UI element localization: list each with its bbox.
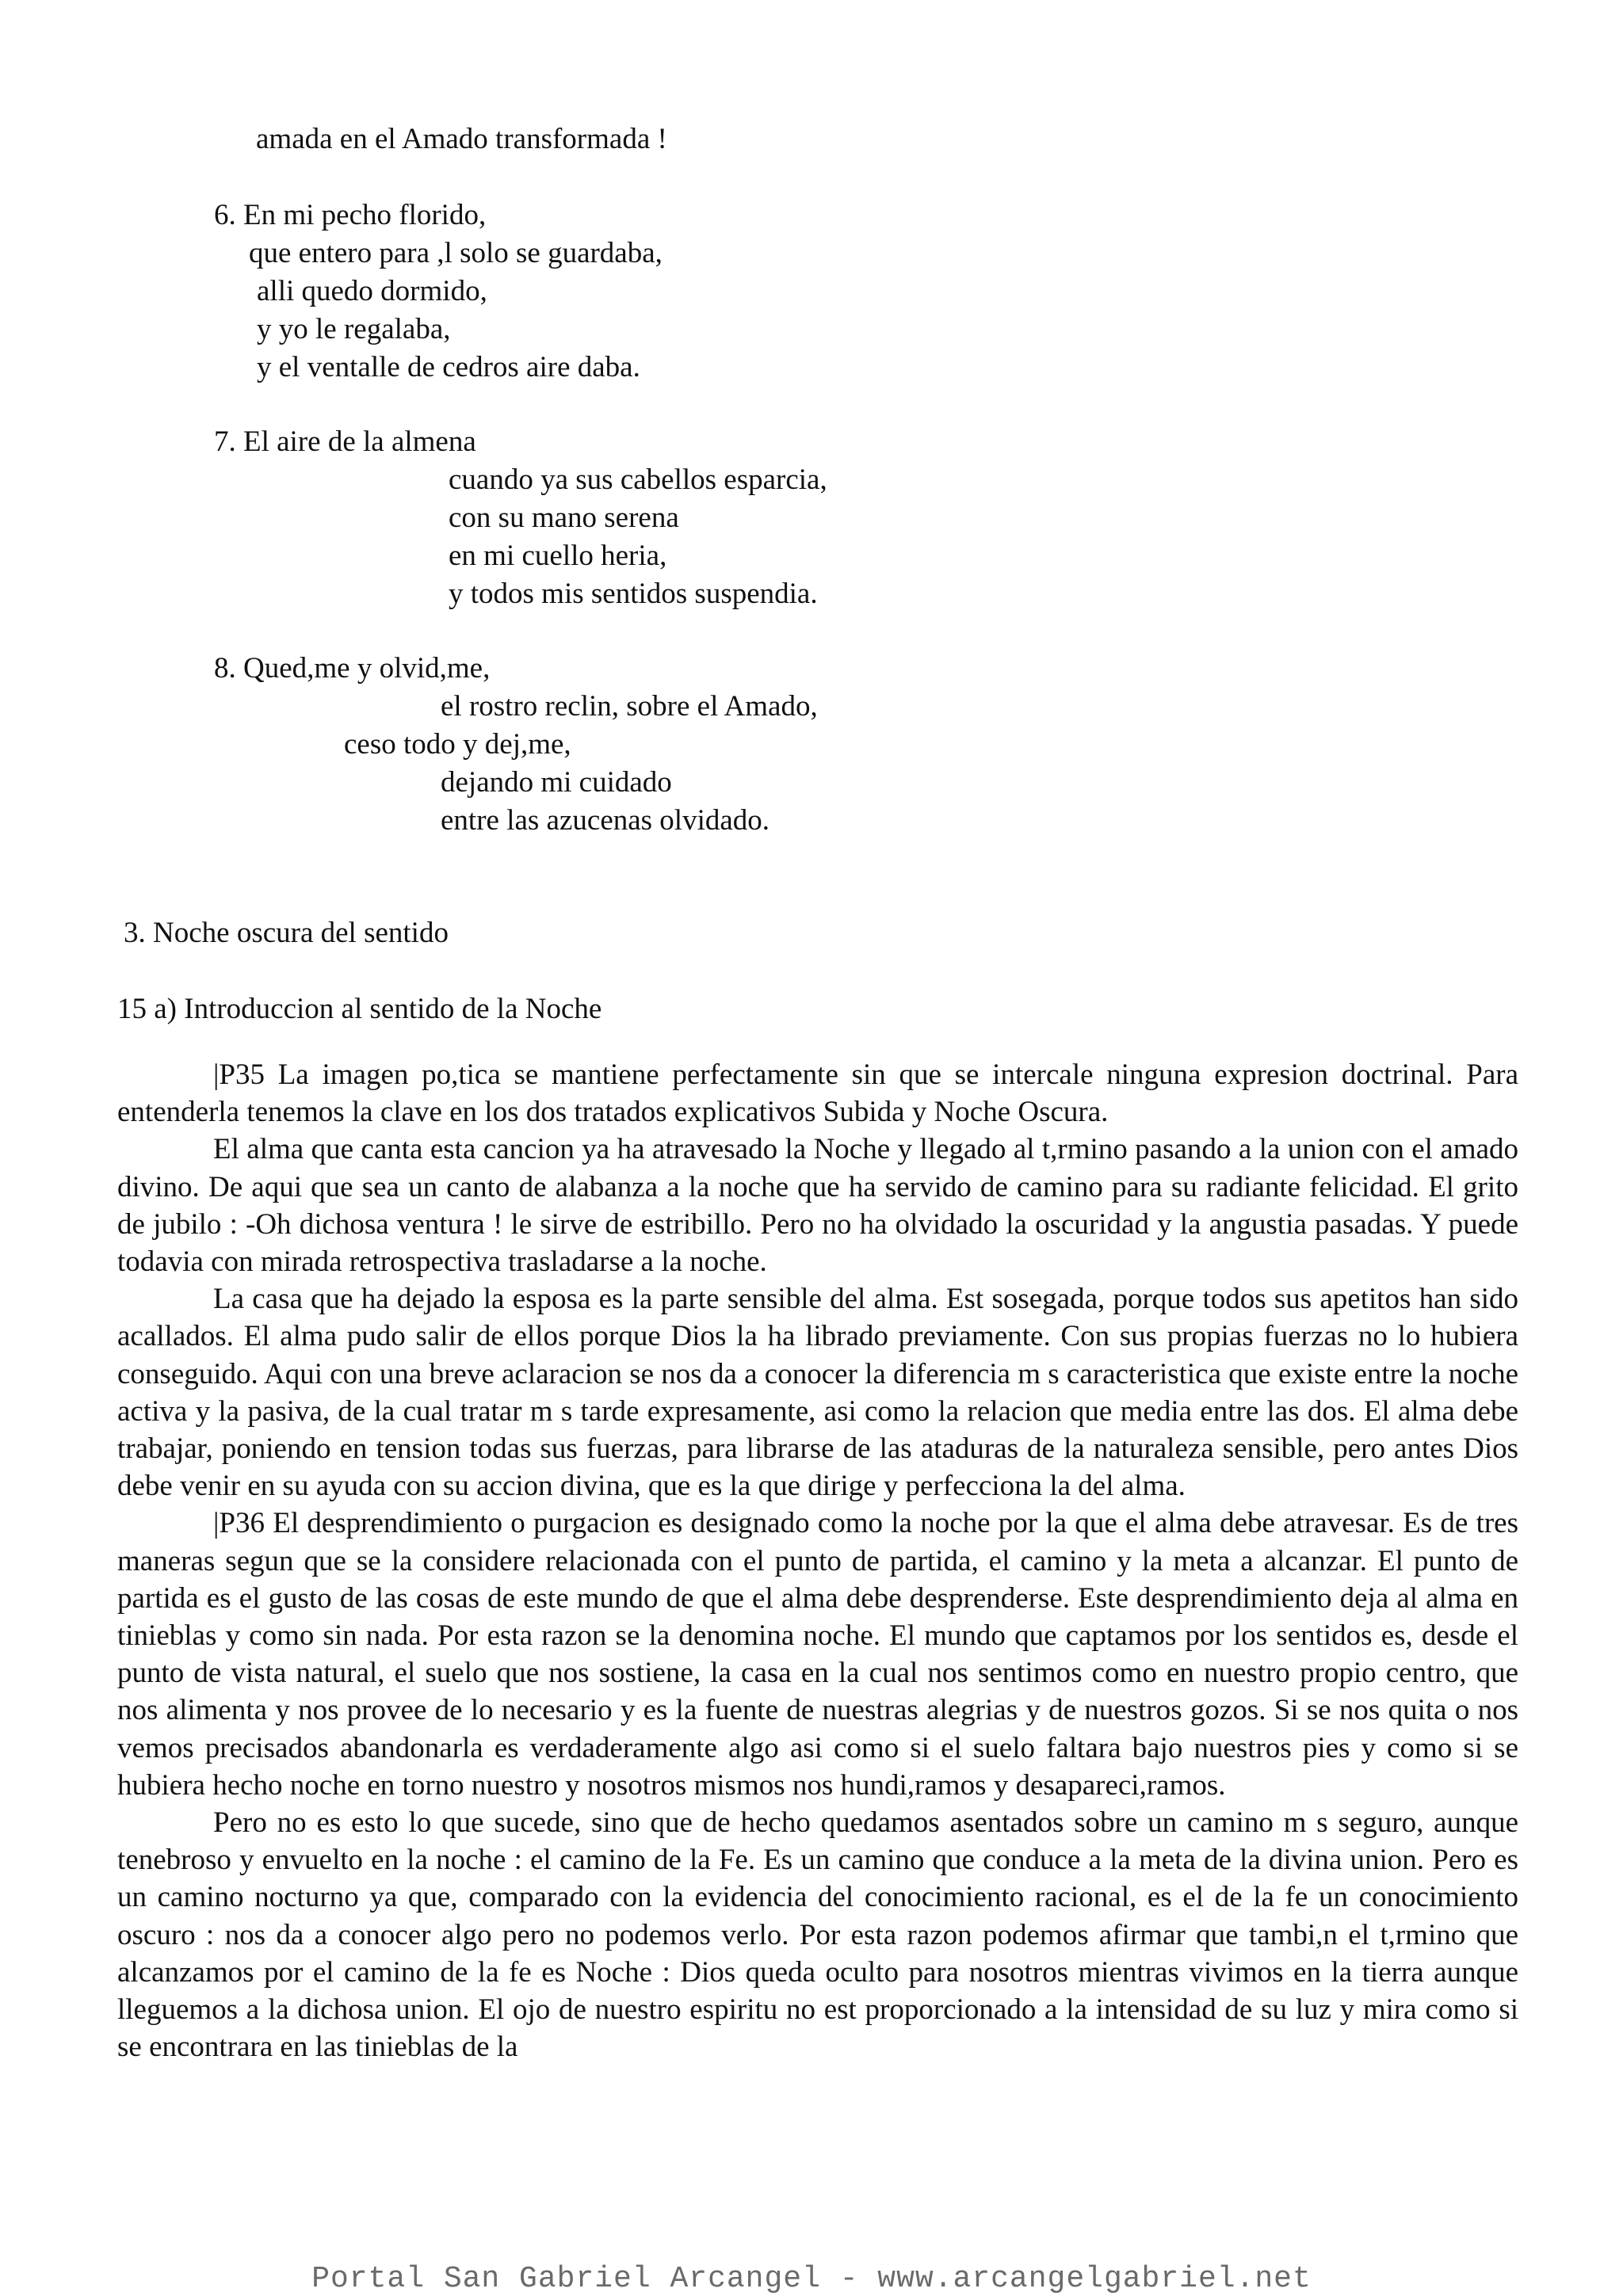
poem-line: dejando mi cuidado (441, 766, 672, 799)
poem-line: 8. Qued,me y olvid,me, (214, 652, 491, 685)
paragraph: |P35 La imagen po,tica se mantiene perfectamente sin que se intercale ninguna expresion doctrinal. Para entenderla tenemos la clave en los dos tratados explicativos Subida y Noche Oscura. (117, 1058, 1518, 1129)
poem-line: ceso todo y dej,me, (344, 728, 571, 761)
poem-line: que entero para ,l solo se guardaba, (249, 237, 663, 269)
poem-line: con su mano serena (449, 502, 679, 534)
poem-line: y todos mis sentidos suspendia. (449, 578, 818, 610)
body-text (117, 1056, 1518, 2065)
poem-line: 6. En mi pecho florido, (214, 199, 487, 231)
paragraph: El alma que canta esta cancion ya ha atravesado la Noche y llegado al t,rmino pasando a la union con el amado divino. De aqui que sea un canto de alabanza a la noche que ha servido de camino para su radiante felicidad. El grito de jubilo : -Oh dichosa ventura ! le sirve de estribillo. Pero no ha olvidado la oscuridad y la angustia pasadas. Y puede todavia con mirada retrospectiva trasladarse a la noche. (117, 1133, 1518, 1279)
poem-line: 7. El aire de la almena (214, 425, 476, 458)
subsection-heading: 15 a) Introduccion al sentido de la Noche (117, 993, 602, 1025)
poem-line: entre las azucenas olvidado. (441, 804, 770, 837)
section-heading: 3. Noche oscura del sentido (124, 917, 449, 949)
poem-line: amada en el Amado transformada ! (256, 123, 667, 155)
paragraph: |P36 El desprendimiento o purgacion es designado como la noche por la que el alma debe atravesar. Es de tres maneras segun que se la considere relacionada con el punto de partida, el camino y la meta a alcanzar. El punto de partida es el gusto de las cosas de este mundo de que el alma debe desprenderse. Este desprendimiento deja al alma en tinieblas y como sin nada. Por esta razon se la denomina noche. El mundo que captamos por los sentidos es, desde el punto de vista natural, el suelo que nos sostiene, la casa en la cual nos sentimos como en nuestro propio centro, que nos alimenta y nos provee de lo necesario y es la fuente de nuestras alegrias y de nuestros gozos. Si se nos quita o nos vemos precisados abandonarla es verdaderamente algo asi como si el suelo faltara bajo nuestros pies y como si se hubiera hecho noche en torno nuestro y nosotros mismos nos hundi,ramos y desapareci,ramos. (117, 1507, 1518, 1802)
paragraph: Pero no es esto lo que sucede, sino que de hecho quedamos asentados sobre un camino m s seguro, aunque tenebroso y envuelto en la noche : el camino de la Fe. Es un camino que conduce a la meta de la divina union. Pero es un camino nocturno ya que, comparado con la evidencia del conocimiento racional, es el de la fe un conocimiento oscuro : nos da a conocer algo pero no podemos verlo. Por esta razon podemos afirmar que tambi,n el t,rmino que alcanzamos por el camino de la fe es Noche : Dios queda oculto para nosotros mientras vivimos en la tierra aunque lleguemos a la dichosa union. El ojo de nuestro espiritu no est proporcionado a la intensidad de su luz y mira como si se encontrara en las tinieblas de la (117, 1806, 1518, 2064)
poem-line: alli quedo dormido, (257, 275, 487, 307)
poem-line: en mi cuello heria, (449, 540, 667, 572)
paragraph: La casa que ha dejado la esposa es la parte sensible del alma. Est sosegada, porque todos sus apetitos han sido acallados. El alma pudo salir de ellos porque Dios la ha librado previamente. Con sus propias fuerzas no lo hubiera conseguido. Aqui con una breve aclaracion se nos da a conocer la diferencia m s caracteristica que existe entre la noche activa y la pasiva, de la cual tratar m s tarde expresamente, asi como la relacion que media entre las dos. El alma debe trabajar, poniendo en tension todas sus fuerzas, para librarse de las ataduras de la naturaleza sensible, pero antes Dios debe venir en su ayuda con su accion divina, que es la que dirige y perfecciona la del alma. (117, 1283, 1518, 1503)
poem-line: y yo le regalaba, (257, 313, 451, 345)
poem-line: y el ventalle de cedros aire daba. (257, 351, 640, 383)
poem-line: cuando ya sus cabellos esparcia, (449, 463, 827, 496)
page-footer: Portal San Gabriel Arcangel - www.arcangelgabriel.net (311, 2262, 1312, 2296)
poem-line: el rostro reclin, sobre el Amado, (441, 690, 818, 723)
